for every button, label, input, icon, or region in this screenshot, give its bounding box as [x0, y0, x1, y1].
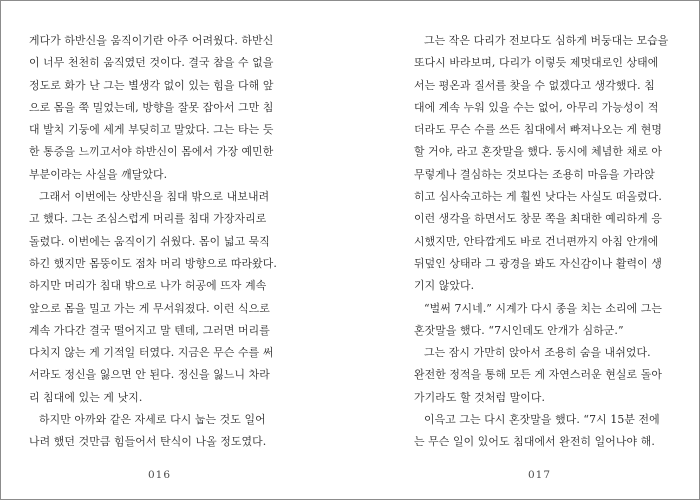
text-line: 대에 계속 누워 있을 수는 없어, 아무리 가능성이 적 [414, 100, 659, 114]
text-line: 하지만 아까와 같은 자세로 다시 눕는 것도 일어 [39, 413, 266, 427]
text-line: 뒤덮인 상태라 그 광경을 봐도 자신감이나 활력이 생 [414, 256, 662, 270]
right-page-number: 017 [528, 469, 552, 481]
left-page-body [29, 30, 285, 454]
text-line: 앞으로 몸을 밀고 가는 게 무서워졌다. 이런 식으로 [29, 301, 270, 315]
text-line: 무렇게나 결심하는 것보다는 조용히 마음을 가라앉 [414, 167, 655, 181]
text-line: 계속 가다간 결국 떨어지고 말 텐데, 그러면 머리를 [29, 323, 270, 337]
text-line: 이윽고 그는 다시 혼잣말을 했다. “7시 15분 전에 [424, 413, 660, 427]
text-line: 고 했다. 그는 조심스럽게 머리를 침대 가장자리로 [29, 212, 267, 226]
text-line: 기지 않았다. [414, 279, 475, 293]
text-line: 돌렸다. 이번에는 움직이기 쉬웠다. 몸이 넓고 묵직 [29, 234, 270, 248]
text-line: 서라도 정신을 잃으면 안 된다. 정신을 잃느니 차라 [29, 368, 270, 382]
text-line: 혼잣말을 했다. “7시인데도 안개가 심하군.” [414, 323, 624, 337]
text-line: 그는 잠시 가만히 앉아서 조용히 숨을 내쉬었다. [424, 346, 651, 360]
text-line: 정도로 화가 난 그는 별생각 없이 있는 힘을 다해 앞 [29, 78, 274, 92]
text-line: 부분이라는 사실을 깨달았다. [29, 167, 168, 181]
text-line: 이 너무 천천히 움직였던 것이다. 결국 참을 수 없을 [29, 56, 274, 70]
text-line: “벌써 7시네.” 시계가 다시 종을 치는 소리에 그는 [424, 301, 663, 315]
text-line: 완전한 정적을 통해 모든 게 자연스러운 현실로 돌아 [414, 368, 662, 382]
text-line: 히고 심사숙고하는 게 훨씬 낫다는 사실도 떠올렸다. [414, 190, 662, 204]
text-line: 한 통증을 느끼고서야 하반신이 몸에서 가장 예민한 [29, 145, 274, 159]
text-line: 서는 평온과 질서를 찾을 수 없겠다고 생각했다. 침 [414, 78, 655, 92]
text-line: 다치지 않는 게 기적일 터였다. 지금은 무슨 수를 써 [29, 346, 274, 360]
text-line: 게다가 하반신을 움직이기란 아주 어려웠다. 하반신 [29, 34, 274, 47]
text-line: 하지만 머리가 침대 밖으로 나가 허공에 뜨자 계속 [29, 279, 267, 293]
text-line: 으로 몸을 쭉 밀었는데, 방향을 잘못 잡아서 그만 침 [29, 100, 274, 114]
text-line: 나려 했던 것만큼 힘들어서 탄식이 나올 정도였다. [29, 435, 267, 449]
text-line: 더라도 무슨 수를 쓰든 침대에서 빠져나오는 게 현명 [414, 123, 662, 137]
text-line: 이런 생각을 하면서도 창문 쪽을 최대한 예리하게 응 [414, 212, 662, 226]
text-line: 또다시 바라보며, 다리가 이렇듯 제멋대로인 상태에 [414, 56, 659, 70]
text-line: 시했지만, 안타깝게도 바로 건너편까지 아침 안개에 [414, 234, 659, 248]
text-line: 대 발치 기둥에 세게 부딪히고 말았다. 그는 타는 듯 [29, 123, 274, 137]
left-page-number: 016 [148, 469, 172, 481]
right-page-body [414, 30, 670, 454]
text-line: 하긴 했지만 몸뚱이도 점차 머리 방향으로 따라왔다. [29, 256, 277, 270]
text-line: 할 거야, 라고 혼잣말을 했다. 동시에 체념한 채로 아 [414, 145, 663, 159]
text-line: 그래서 이번에는 상반신을 침대 밖으로 내보내려 [39, 190, 270, 204]
text-line: 가기라도 할 것처럼 말이다. [414, 390, 546, 404]
text-line: 는 무슨 일이 있어도 침대에서 완전히 일어나야 해. [414, 435, 655, 449]
text-line: 리 침대에 있는 게 낫지. [29, 390, 143, 404]
text-line: 그는 작은 다리가 전보다도 심하게 버둥대는 모습을 [424, 34, 669, 47]
